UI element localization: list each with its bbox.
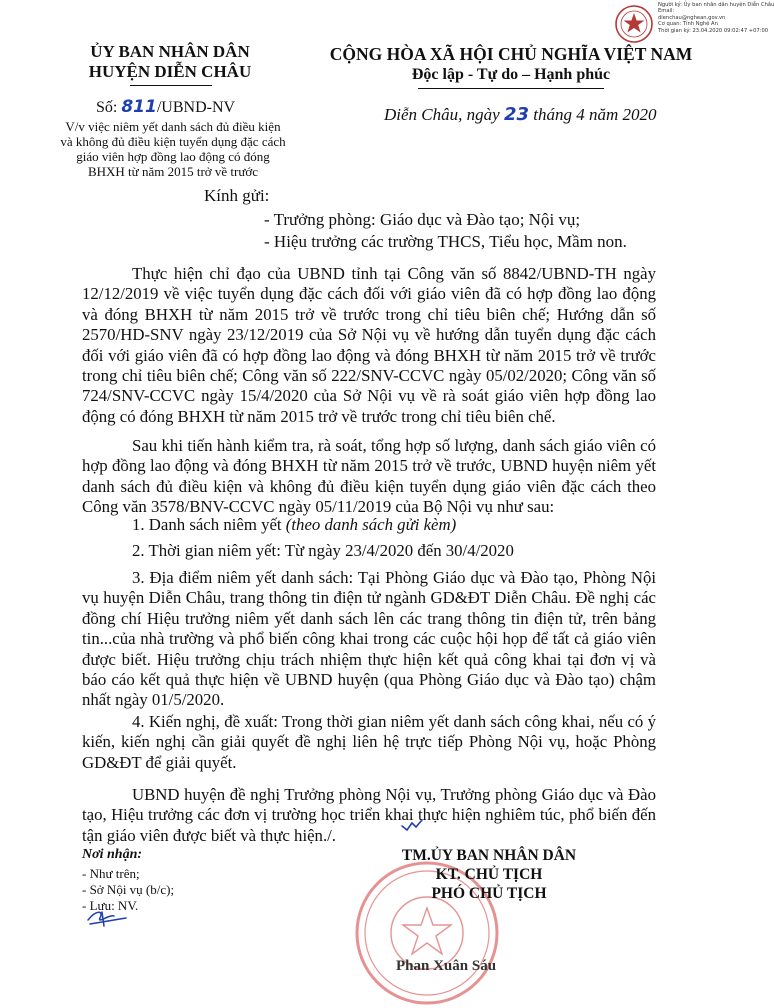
email-label: Email: [658,8,675,15]
signature-title-line2: KT. CHỦ TỊCH [435,866,543,883]
digital-signature-info [658,2,774,34]
item-1-label: 1. Danh sách niêm yết [132,515,282,534]
closing-paragraph [82,785,656,846]
doc-number-handwritten: 811 [121,97,157,117]
initials-signature-icon [84,906,130,928]
agency-name-line2: HUYỆN DIỄN CHÂU [88,62,252,81]
document-subject: V/v việc niêm yết danh sách đủ điều kiện và không đủ điều kiện tuyển dụng đặc cách giáo viên hợp đồng lao động có đóng BHXH từ năm 2015 trở về trước [60,119,286,179]
recipients-list-item: - Sở Nội vụ (b/c); [82,882,175,897]
recipient-item: - Trưởng phòng: Giáo dục và Đào tạo; Nội vụ; [264,210,581,229]
body-paragraph [82,436,656,518]
list-item [82,541,656,561]
doc-number-prefix: Số: [96,99,118,116]
national-title: CỘNG HÒA XÃ HỘI CHỦ NGHĨA VIỆT NAM [329,44,693,64]
date-day-handwritten: 23 [503,104,529,125]
greeting: Kính gửi: [204,186,270,205]
paragraph-2-text: Sau khi tiến hành kiểm tra, rà soát, tổng hợp số lượng, danh sách giáo viên có hợp đồng lao động và đóng BHXH từ năm 2015 trở về trước, UBND huyện niêm yết danh sách đủ điều kiện và không đủ điều kiện tuyển dụng giáo viên đặc cách theo Công văn 3578/BNV-CCVC ngày 05/11/2019 của Bộ Nội vụ như sau: [82,436,656,517]
body-paragraph [82,264,656,427]
signature-title-line1: TM.ỦY BAN NHÂN DÂN [401,847,577,864]
signer-label: Người ký: Ủy ban nhân dân huyện Diễn Châu [658,2,774,8]
document-date [384,104,657,125]
doc-number-suffix: /UBND-NV [156,99,236,116]
recipients-title: Nơi nhận: [82,847,143,862]
email-value: dienchau@nghean.gov.vn [658,14,726,21]
org-label: Cơ quan: Tỉnh Nghệ An [658,21,718,28]
item-3-text: 3. Địa điểm niêm yết danh sách: Tại Phòng Giáo dục và Đào tạo, Phòng Nội vụ huyện Diễn Châu, trang thông tin điện tử ngành GD&ĐT Diễn Châu. Đề nghị các đồng chí Hiệu trưởng niêm yết danh sách lên các trang thông tin điện tử, trên bảng tin...của nhà trường và phổ biến công khai trong các cuộc hội họp để tất cả giáo viên được biết. Hiệu trưởng chịu trách nhiệm thực hiện kết quả công khai tại đơn vị và báo cáo kết quả thực hiện về UBND huyện (qua Phòng Giáo dục và Đào tạo) chậm nhất ngày 01/5/2020. [82,568,656,710]
item-4-text: 4. Kiến nghị, đề xuất: Trong thời gian niêm yết danh sách công khai, nếu có ý kiến, kiến nghị cần giải quyết đề nghị liên hệ trực tiếp Phòng Nội vụ, hoặc Phòng GD&ĐT để giải quyết. [82,712,656,772]
handwritten-mark-icon [400,818,424,832]
motto-underline [418,88,604,89]
agency-underline [130,85,212,86]
agency-name-line1: ỦY BAN NHÂN DÂN [90,42,250,61]
list-item [82,515,656,535]
recipient-item: - Hiệu trưởng các trường THCS, Tiểu học, Mầm non. [264,232,627,251]
paragraph-1-text: Thực hiện chỉ đạo của UBND tỉnh tại Công văn số 8842/UBND-TH ngày 12/12/2019 về việc tuyển dụng đặc cách đối với giáo viên đã có hợp đồng lao động và đóng BHXH từ năm 2015 trở về trước trong chỉ tiêu biên chế; Hướng dẫn số 2570/HD-SNV ngày 23/12/2019 của Sở Nội vụ về hướng dẫn tuyển dụng đặc cách đối với giáo viên đã có hợp đồng lao động và đóng BHXH từ năm 2015 trở về trước trong chỉ tiêu biên chế; Công văn số 222/SNV-CCVC ngày 05/02/2020; Công văn số 724/SNV-CCVC ngày 15/4/2020 của Sở Nội vụ về rà soát giáo viên hợp đồng lao động có đóng BHXH từ năm 2015 trở về trước trong chỉ tiêu biên chế. [82,264,656,426]
item-1-note: (theo danh sách gửi kèm) [285,515,457,534]
national-emblem-icon [614,4,654,44]
list-item [82,568,656,711]
signer-name: Phan Xuân Sáu [396,958,497,974]
closing-text: UBND huyện đề nghị Trưởng phòng Nội vụ, Trưởng phòng Giáo dục và Đào tạo, Hiệu trưởng các đơn vị trường học triển khai thực hiện nghiêm túc, phổ biến đến tận giáo viên được biết và thực hiện./. [82,785,656,845]
signature-title-line3: PHÓ CHỦ TỊCH [431,885,547,902]
date-prefix: Diễn Châu, ngày [384,105,500,124]
time-label: Thời gian ký: 23.04.2020 09:02:47 +07:00 [658,27,769,34]
document-number [96,97,235,117]
recipients-list-item: - Lưu: NV. [82,898,139,913]
national-motto: Độc lập - Tự do – Hạnh phúc [411,66,611,83]
recipients-list-item: - Như trên; [82,866,140,881]
list-item [82,712,656,773]
item-2-text: 2. Thời gian niêm yết: Từ ngày 23/4/2020 đến 30/4/2020 [132,541,514,560]
date-suffix: tháng 4 năm 2020 [533,105,657,124]
